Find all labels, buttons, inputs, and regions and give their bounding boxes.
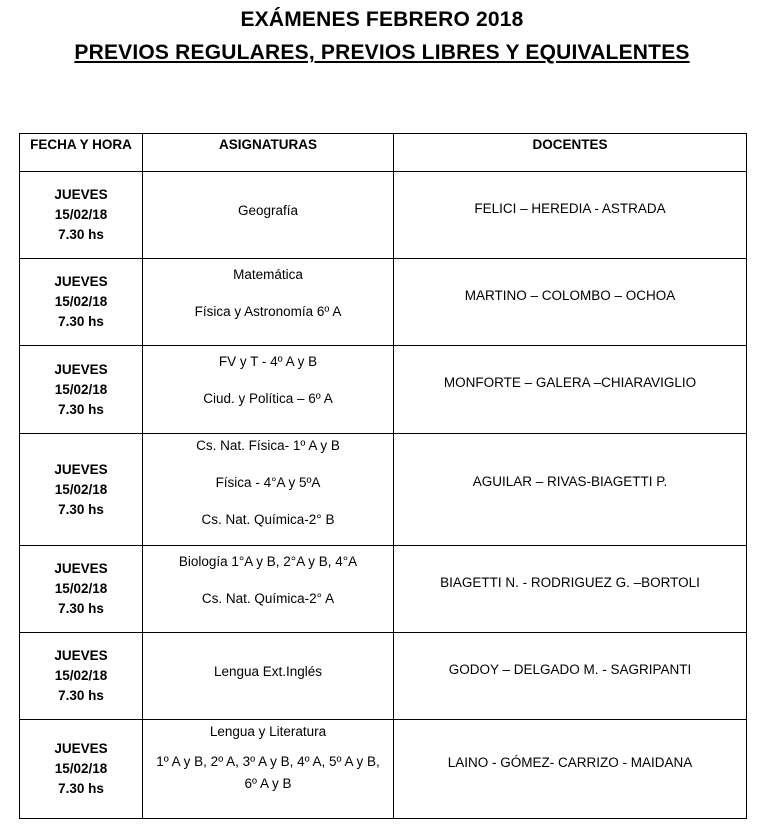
time-label: 7.30 hs bbox=[58, 314, 104, 329]
subject-item: Lengua Ext.Inglés bbox=[213, 663, 323, 679]
day-label: JUEVES bbox=[54, 741, 108, 756]
date-label: 15/02/18 bbox=[54, 581, 108, 596]
day-label: JUEVES bbox=[54, 648, 108, 663]
day-label: JUEVES bbox=[54, 361, 108, 377]
header-docentes: DOCENTES bbox=[394, 134, 747, 172]
subject-item: FV y T - 4º A y B bbox=[218, 354, 318, 369]
time-label: 7.30 hs bbox=[58, 401, 104, 417]
date-cell bbox=[20, 172, 143, 259]
subject-item: Lengua y Literatura bbox=[209, 724, 327, 739]
day-label: JUEVES bbox=[54, 187, 108, 202]
time-label: 7.30 hs bbox=[58, 781, 104, 796]
date-cell bbox=[20, 259, 143, 346]
table-row bbox=[20, 346, 747, 434]
date-label: 15/02/18 bbox=[54, 381, 108, 397]
table-row bbox=[20, 633, 747, 720]
subject-item: Física y Astronomía 6º A bbox=[194, 304, 342, 319]
table-row bbox=[20, 546, 747, 633]
teachers-cell: FELICI – HEREDIA - ASTRADA bbox=[394, 172, 747, 259]
time-label: 7.30 hs bbox=[58, 501, 104, 517]
teachers-cell: GODOY – DELGADO M. - SAGRIPANTI bbox=[394, 633, 747, 720]
subjects-cell bbox=[143, 259, 394, 346]
date-cell bbox=[20, 633, 143, 720]
date-label: 15/02/18 bbox=[54, 481, 108, 497]
table-row bbox=[20, 434, 747, 546]
day-label: JUEVES bbox=[54, 561, 108, 576]
subjects-cell bbox=[143, 633, 394, 720]
subject-item: Matemática bbox=[233, 267, 303, 282]
page-title: EXÁMENES FEBRERO 2018 bbox=[240, 8, 524, 31]
day-label: JUEVES bbox=[54, 274, 108, 289]
subject-item: Biología 1°A y B, 2°A y B, 4°A bbox=[178, 554, 358, 569]
time-label: 7.30 hs bbox=[58, 688, 104, 703]
subject-item: Cs. Nat. Física- 1º A y B bbox=[196, 438, 340, 453]
header-asignaturas: ASIGNATURAS bbox=[143, 134, 394, 172]
date-cell bbox=[20, 346, 143, 434]
time-label: 7.30 hs bbox=[58, 601, 104, 616]
day-label: JUEVES bbox=[54, 461, 108, 477]
date-label: 15/02/18 bbox=[54, 668, 108, 683]
date-label: 15/02/18 bbox=[54, 207, 108, 222]
exam-schedule-table bbox=[19, 133, 747, 819]
subject-item: Geografía bbox=[237, 202, 299, 218]
subject-item: Cs. Nat. Química-2° B bbox=[201, 512, 335, 527]
table-row bbox=[20, 172, 747, 259]
subjects-cell bbox=[143, 346, 394, 434]
header-fecha: FECHA Y HORA bbox=[20, 134, 143, 172]
subjects-cell bbox=[143, 546, 394, 633]
page-subtitle: PREVIOS REGULARES, PREVIOS LIBRES Y EQUIVALENTES bbox=[74, 41, 690, 64]
date-cell bbox=[20, 720, 143, 819]
date-label: 15/02/18 bbox=[54, 294, 108, 309]
teachers-cell: BIAGETTI N. - RODRIGUEZ G. –BORTOLI bbox=[394, 546, 747, 633]
subjects-cell bbox=[143, 434, 394, 546]
date-cell bbox=[20, 546, 143, 633]
subject-item: Cs. Nat. Química-2° A bbox=[201, 591, 335, 606]
teachers-cell: AGUILAR – RIVAS-BIAGETTI P. bbox=[394, 434, 747, 546]
date-cell bbox=[20, 434, 143, 546]
teachers-cell: MARTINO – COLOMBO – OCHOA bbox=[394, 259, 747, 346]
table-row bbox=[20, 259, 747, 346]
teachers-cell: MONFORTE – GALERA –CHIARAVIGLIO bbox=[394, 346, 747, 434]
subject-item: Física - 4°A y 5ºA bbox=[215, 475, 321, 490]
subject-item: Ciud. y Política – 6º A bbox=[203, 391, 333, 406]
time-label: 7.30 hs bbox=[58, 227, 104, 242]
subject-item: 6º A y B bbox=[244, 776, 292, 791]
subject-item: 1º A y B, 2º A, 3º A y B, 4º A, 5º A y B, bbox=[156, 754, 380, 769]
table-header-row bbox=[20, 134, 747, 172]
subjects-cell bbox=[143, 172, 394, 259]
teachers-cell: LAINO - GÓMEZ- CARRIZO - MAIDANA bbox=[394, 720, 747, 819]
subjects-cell bbox=[143, 720, 394, 819]
date-label: 15/02/18 bbox=[54, 761, 108, 776]
table-row bbox=[20, 720, 747, 819]
